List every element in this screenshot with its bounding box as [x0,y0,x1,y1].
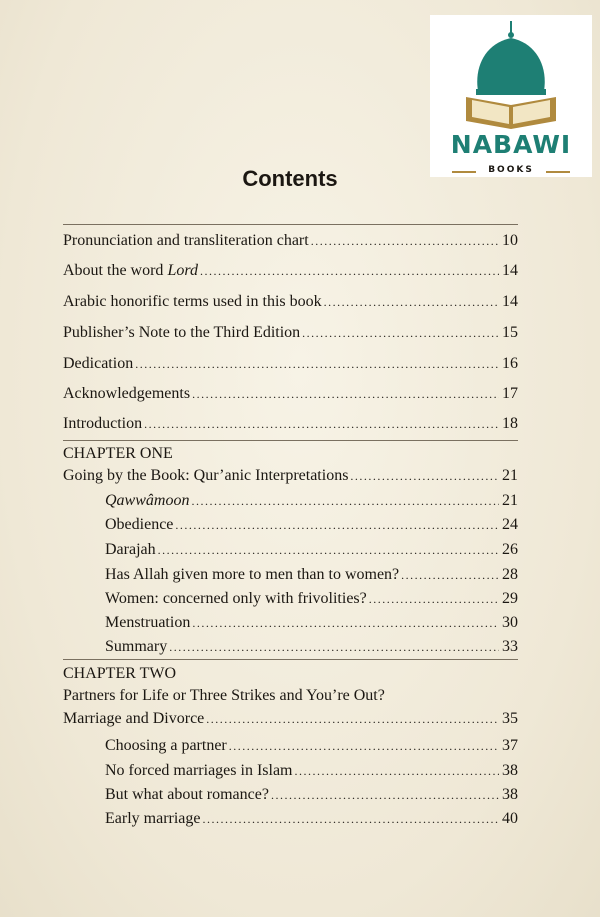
toc-page-number: 38 [502,762,518,779]
chapter-title-entry[interactable] [63,467,518,485]
leader-dots [369,592,499,607]
chapter-title: Going by the Book: Qur’anic Interpretations [63,467,349,484]
chapter-title-entry[interactable] [63,710,518,728]
toc-subentry[interactable] [105,590,518,608]
toc-subentry[interactable] [105,614,518,632]
toc-subentry[interactable] [105,810,518,828]
leader-dots [206,712,499,727]
brand-subtitle: BOOKS [488,165,534,175]
chapter-title-line: Partners for Life or Three Strikes and You’re Out? [63,687,385,704]
chapter-divider [63,440,518,441]
toc-page-number: 24 [502,516,518,533]
toc-entry-text: Lord [167,262,198,279]
toc-page-number: 21 [502,467,518,484]
page-title: Contents [242,166,338,191]
toc-subentry[interactable] [105,638,518,656]
toc-entry-text: Acknowledgements [63,385,191,402]
title-divider [63,224,518,225]
toc-entry-text: But what about romance? [105,786,269,803]
toc-entry[interactable] [63,355,518,373]
toc-page-number: 16 [502,355,518,372]
toc-entry-text: Has Allah given more to men than to women? [105,566,400,583]
toc-page-number: 17 [502,385,518,402]
toc-entry-text: Publisher’s Note to the Third Edition [63,324,301,341]
toc-subentry[interactable] [105,762,518,780]
chapter-heading: CHAPTER TWO [63,665,177,682]
toc-entry[interactable] [63,262,518,280]
toc-subentry[interactable] [105,492,518,510]
toc-entry-text: Introduction [63,415,143,432]
toc-page-number: 18 [502,415,518,432]
leader-dots [350,469,499,484]
toc-page-number: 15 [502,324,518,341]
leader-dots [169,640,499,655]
toc-entry-text: Early marriage [105,810,201,827]
toc-entry[interactable] [63,415,518,433]
toc-entry[interactable] [63,232,518,250]
toc-subentry[interactable] [105,566,518,584]
toc-page-number: 40 [502,810,518,827]
toc-page-number: 35 [502,710,518,727]
leader-dots [324,295,499,310]
toc-entry-text: Arabic honorific terms used in this book [63,293,322,310]
toc-entry-text: Menstruation [105,614,191,631]
publisher-logo [430,15,592,177]
toc-entry-text: Qawwâmoon [105,492,190,509]
leader-dots [191,494,499,509]
chapter-divider [63,659,518,660]
leader-dots [200,264,499,279]
toc-entry-text: Choosing a partner [105,737,227,754]
toc-subentry[interactable] [105,541,518,559]
toc-page-number: 30 [502,614,518,631]
toc-page-number: 28 [502,566,518,583]
toc-entry-text: Dedication [63,355,134,372]
toc-page-number: 33 [502,638,518,655]
leader-dots [203,812,500,827]
toc-subentry[interactable] [105,737,518,755]
leader-dots [158,543,499,558]
toc-entry[interactable] [63,324,518,342]
mosque-book-icon [466,21,556,131]
toc-page-number: 26 [502,541,518,558]
toc-entry-prefix: About the word [63,262,168,279]
toc-page-number: 38 [502,786,518,803]
toc-entry-text: Pronunciation and transliteration chart [63,232,309,249]
toc-page-number: 14 [502,262,518,279]
leader-dots [135,357,499,372]
leader-dots [192,387,499,402]
leader-dots [311,234,499,249]
toc-page-number: 37 [502,737,518,754]
toc-page-number: 14 [502,293,518,310]
toc-entry[interactable] [63,293,518,311]
toc-entry-text: Darajah [105,541,156,558]
leader-dots [271,788,499,803]
toc-entry-text: Obedience [105,516,174,533]
chapter-heading: CHAPTER ONE [63,445,173,462]
leader-dots [401,568,499,583]
chapter-title: Marriage and Divorce [63,710,205,727]
leader-dots [192,616,499,631]
toc-page-number: 10 [502,232,518,249]
leader-dots [294,764,499,779]
brand-name: NABAWI [450,130,572,159]
toc-entry-text: Women: concerned only with frivolities? [105,590,367,607]
toc-entry[interactable] [63,385,518,403]
leader-dots [302,326,499,341]
leader-dots [229,739,499,754]
toc-subentry[interactable] [105,516,518,534]
toc-entry-text: No forced marriages in Islam [105,762,293,779]
leader-dots [175,518,499,533]
leader-dots [144,417,499,432]
toc-subentry[interactable] [105,786,518,804]
toc-page-number: 29 [502,590,518,607]
toc-entry-text: Summary [105,638,168,655]
toc-page-number: 21 [502,492,518,509]
